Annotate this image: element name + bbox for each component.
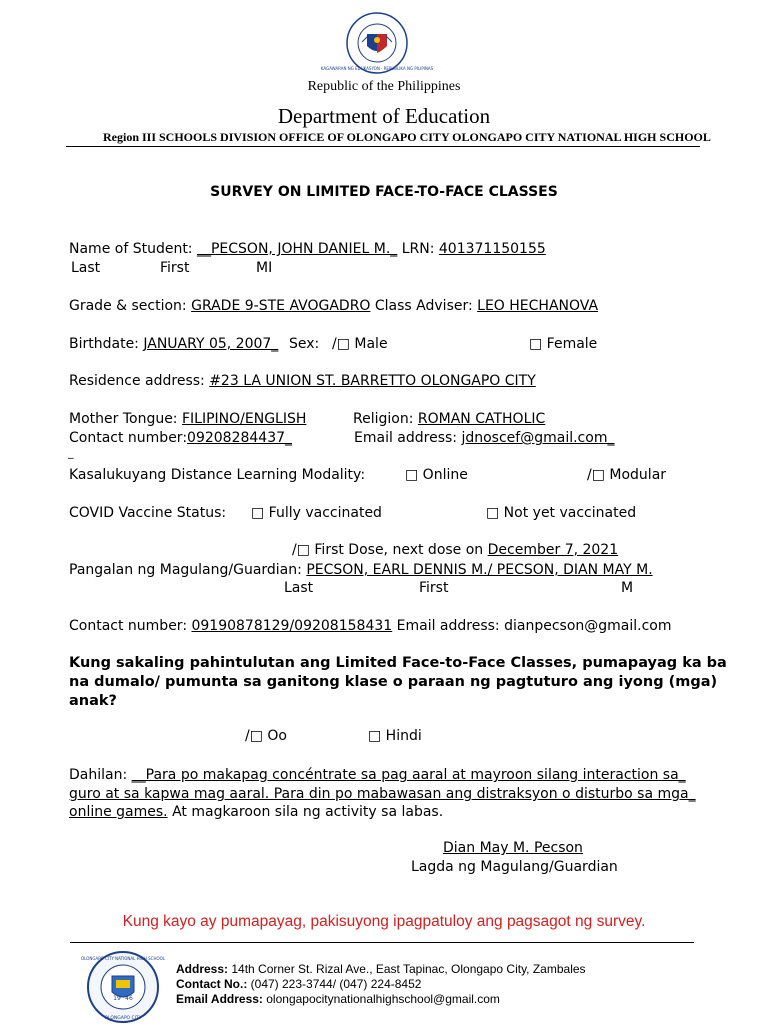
department-title: Department of Education [277,104,491,128]
email-value: jdnoscef@gmail.com_ [461,430,615,446]
reason-line-1 [69,767,686,783]
logo-year-a: 19 [113,995,121,1002]
name-label: Name of Student: [69,241,193,257]
student-name: __PECSON, JOHN DANIEL M._ [196,241,398,257]
guardian-sub-first: First [419,580,449,596]
reason-text-1: __Para po makapag concéntrate sa pag aaral at mayroon silang interaction sa_ [131,767,686,783]
guardian-contact-value: 09190878129/09208158431 [191,618,393,634]
sex-label: Sex: [289,336,320,352]
school-logo [80,950,166,1024]
vaccine-not-yet-option: □ Not yet vaccinated [486,505,637,521]
tongue-row [69,411,306,427]
birth-label: Birthdate: [69,336,139,352]
vaccine-fully-option: □ Fully vaccinated [251,505,382,521]
guardian-email-label: Email address: [396,618,500,634]
vaccine-label: COVID Vaccine Status: [69,505,227,521]
deped-seal [320,12,434,74]
guardian-contact-label: Contact number: [69,618,188,634]
adviser-label: Class Adviser: [374,298,473,314]
religion-label: Religion: [353,411,414,427]
signature-caption: Lagda ng Magulang/Guardian [411,859,618,875]
logo-bottom-text: OLONGAPO CITY [104,1016,142,1021]
stray-mark: _ [68,446,74,459]
guardian-value: PECSON, EARL DENNIS M./ PECSON, DIAN MAY M. [306,562,653,578]
email-row [354,430,614,446]
birth-row [69,336,278,352]
sex-female-option: □ Female [529,336,598,352]
logo-top-text: OLONGAPO CITY NATIONAL HIGH SCHOOL [80,956,166,961]
modality-online-option: □ Online [405,467,468,483]
reason-label: Dahilan: [69,767,128,783]
lrn-label: LRN: [401,241,435,257]
adviser-value: LEO HECHANOVA [477,298,599,314]
footer-email [176,992,500,1006]
footer-divider [70,942,694,943]
footer-contact-value: (047) 223-3744/ (047) 224-8452 [247,977,422,991]
reason-line-2: guro at sa kapwa mag aaral. Para din po mabawasan ang distraksyon o disturbo sa mga_ [69,786,696,802]
guardian-sub-last: Last [284,580,314,596]
contact-row [69,430,292,446]
first-dose-option: /□ First Dose, next dose on [292,542,484,558]
lrn-value: 401371150155 [438,241,546,257]
logo-year-b: 46 [125,995,133,1002]
reason-text-3: At magkaroon sila ng activity sa labas. [167,804,444,820]
next-dose-date: December 7, 2021 [487,542,619,558]
name-sub-first: First [160,260,190,276]
email-label: Email address: [354,430,458,446]
residence-value: #23 LA UNION ST. BARRETTO OLONGAPO CITY [209,373,536,389]
republic-text: Republic of the Philippines [307,79,461,94]
tongue-value: FILIPINO/ENGLISH [181,411,307,427]
modality-label: Kasalukuyang Distance Learning Modality: [69,467,366,483]
contact-value: 09208284437_ [187,430,293,446]
vaccine-first-dose-row [292,542,618,558]
reason-line-3 [69,804,443,820]
footer-email-value: olongapocitynationalhighschool@gmail.com [262,992,500,1006]
footer-email-label: Email Address: [176,992,263,1006]
guardian-row [69,562,653,578]
question-line-1: Kung sakaling pahintulutan ang Limited Face-to-Face Classes, pumapayag ka ba [69,655,727,671]
seal-text: KAGAWARAN NG EDUKASYON · REPUBLIKA NG PILIPINAS [320,66,434,71]
birth-value: JANUARY 05, 2007_ [143,336,279,352]
modality-modular-option: /□ Modular [587,467,667,483]
guardian-contact-row [69,618,672,634]
guardian-label: Pangalan ng Magulang/Guardian: [69,562,302,578]
footer-contact-label: Contact No.: [176,977,248,991]
region-line: Region III SCHOOLS DIVISION OFFICE OF OLONGAPO CITY OLONGAPO CITY NATIONAL HIGH SCHOOL [103,130,711,144]
question-line-3: anak? [69,693,117,709]
signature-name: Dian May M. Pecson [443,840,583,856]
name-row [69,241,546,257]
grade-label: Grade & section: [69,298,187,314]
question-line-2: na dumalo/ pumunta sa ganitong klase o paraan ng pagtuturo ang iyong (mga) [69,674,718,690]
answer-oo-option: /□ Oo [245,728,287,744]
name-sub-last: Last [71,260,101,276]
footer-address [176,962,586,976]
guardian-sub-m: M [621,580,634,596]
answer-hindi-option: □ Hindi [368,728,422,744]
religion-value: ROMAN CATHOLIC [417,411,546,427]
contact-label: Contact number: [69,430,188,446]
survey-title: SURVEY ON LIMITED FACE-TO-FACE CLASSES [210,184,558,200]
tongue-label: Mother Tongue: [69,411,178,427]
footer-address-label: Address: [176,962,229,976]
header-divider [66,146,700,147]
reason-text-3-underlined: online games. [69,804,168,820]
religion-row [353,411,545,427]
residence-label: Residence address: [69,373,205,389]
grade-value: GRADE 9-STE AVOGADRO [191,298,371,314]
continue-notice: Kung kayo ay pumapayag, pakisuyong ipagpatuloy ang pagsagot ng survey. [122,913,646,930]
residence-row [69,373,536,389]
footer-address-value: 14th Corner St. Rizal Ave., East Tapinac, Olongapo City, Zambales [228,962,586,976]
guardian-email-value: dianpecson@gmail.com [504,618,672,634]
name-sub-mi: MI [256,260,273,276]
footer-contact [176,977,421,991]
grade-row [69,298,598,314]
sex-male-option: /□ Male [332,336,388,352]
